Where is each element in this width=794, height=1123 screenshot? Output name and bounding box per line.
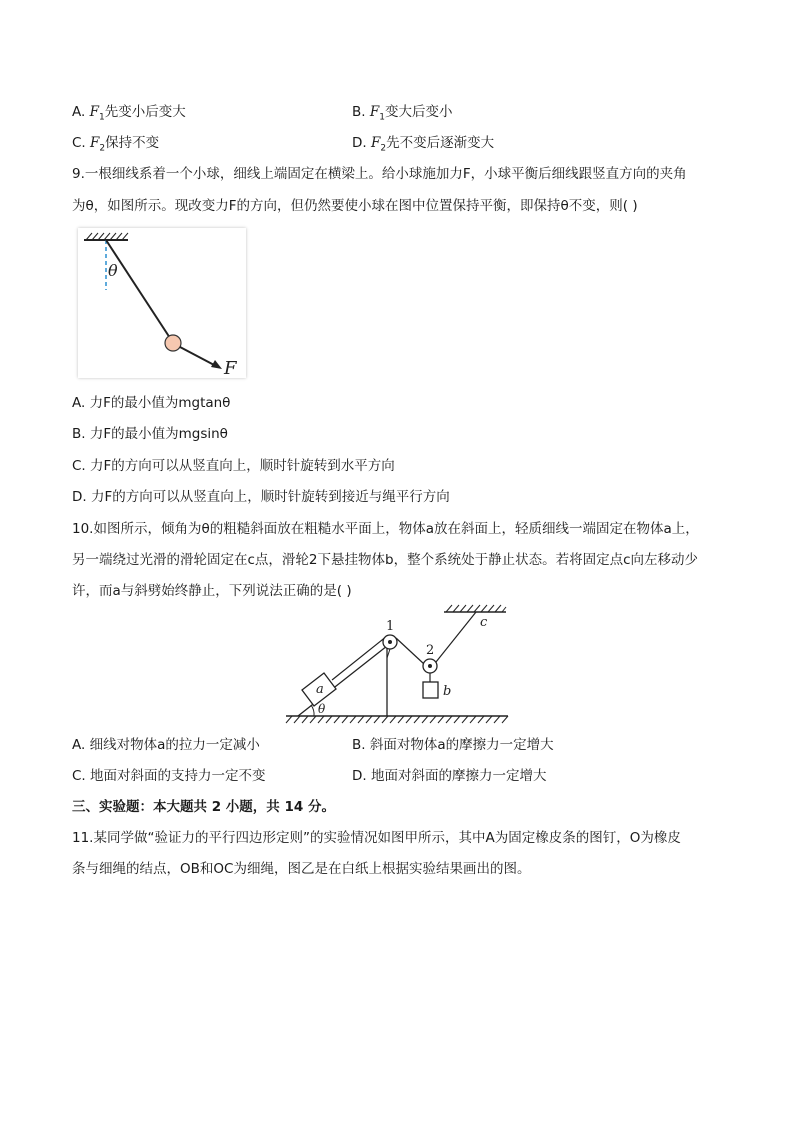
- string-pulley1-to-pulley2: [396, 638, 424, 664]
- q8-option-c: [72, 133, 159, 159]
- subscript: 2: [99, 143, 106, 154]
- force-arrow-head: [211, 360, 222, 369]
- angle-label: θ: [108, 261, 118, 280]
- block-b: [423, 682, 438, 698]
- string-a-to-pulley1: [332, 636, 387, 680]
- subscript: 2: [380, 143, 387, 154]
- force-symbol: F: [90, 135, 100, 151]
- force-arrow-shaft: [180, 347, 216, 366]
- q8-option-d: [352, 133, 494, 159]
- q10-stem-line2: 另一端绕过光滑的滑轮固定在c点，滑轮2下悬挂物体b，整个系统处于静止状态。若将固定点c向左移动少: [72, 552, 699, 568]
- q9-option-d: D. 力F的方向可以从竖直向上，顺时针旋转到接近与绳平行方向: [72, 489, 450, 505]
- option-label: B.: [352, 104, 366, 120]
- q8-option-a: [72, 102, 186, 128]
- beam-hatching: [86, 233, 128, 240]
- option-text: 保持不变: [105, 135, 160, 151]
- option-text: 先不变后逐渐变大: [386, 135, 495, 151]
- q9-stem-line1: 9.一根细线系着一个小球，细线上端固定在横梁上。给小球施加力F，小球平衡后细线跟竖直方向的夹角: [72, 166, 687, 182]
- force-symbol: F: [369, 104, 380, 120]
- string-pulley2-to-c: [436, 612, 476, 662]
- pulley-1-label: 1: [386, 619, 395, 634]
- option-label: C.: [72, 135, 86, 151]
- option-label: D.: [352, 135, 367, 151]
- force-symbol: F: [370, 135, 381, 151]
- pendulum-diagram: [78, 228, 246, 378]
- incline-pulley-diagram: [280, 600, 510, 725]
- force-label: F: [224, 358, 237, 378]
- ball: [165, 335, 181, 351]
- subscript: 1: [98, 112, 105, 123]
- q10-option-c: C. 地面对斜面的支持力一定不变: [72, 768, 266, 784]
- force-symbol: F: [89, 104, 99, 120]
- q11-stem-line2: 条与细绳的结点，OB和OC为细绳，图乙是在白纸上根据实验结果画出的图。: [72, 861, 531, 877]
- q10-stem-line1: 10.如图所示，倾角为θ的粗糙斜面放在粗糙水平面上，物体a放在斜面上，轻质细线一端固定在物体a上，: [72, 521, 699, 537]
- section-3-title: 三、实验题：本大题共 2 小题，共 14 分。: [72, 799, 335, 815]
- angle-label: θ: [318, 702, 326, 716]
- q10-stem-line3: 许，而a与斜劈始终静止，下列说法正确的是( ): [72, 583, 352, 599]
- q9-option-a: A. 力F的最小值为mgtanθ: [72, 395, 231, 411]
- subscript: 1: [379, 112, 385, 123]
- pulley-2-axle: [428, 664, 432, 668]
- q9-stem-line2: 为θ，如图所示。现改变力F的方向，但仍然要使小球在图中位置保持平衡，即保持θ不变，则( ): [72, 198, 638, 214]
- point-c-label: c: [480, 615, 488, 630]
- block-b-label: b: [443, 684, 452, 699]
- q10-option-d: D. 地面对斜面的摩擦力一定增大: [352, 768, 547, 784]
- q9-option-c: C. 力F的方向可以从竖直向上，顺时针旋转到水平方向: [72, 458, 395, 474]
- ground-hatching: [286, 716, 508, 723]
- pulley-2-label: 2: [426, 643, 435, 658]
- block-a-label: a: [316, 682, 324, 697]
- option-text: 变大后变小: [384, 104, 453, 120]
- q11-stem-line1: 11.某同学做“验证力的平行四边形定则”的实验情况如图甲所示，其中A为固定橡皮条的图钉，O为橡皮: [72, 830, 681, 846]
- string: [106, 240, 170, 338]
- ceiling-hatching: [446, 605, 506, 612]
- q9-figure: [78, 228, 246, 378]
- q10-option-b: B. 斜面对物体a的摩擦力一定增大: [352, 737, 554, 753]
- q8-option-b: [352, 102, 452, 128]
- q10-option-a: A. 细线对物体a的拉力一定减小: [72, 737, 260, 753]
- pulley-1-axle: [388, 640, 392, 644]
- angle-arc: [311, 705, 314, 716]
- q10-figure: [280, 600, 510, 725]
- option-text: 先变小后变大: [104, 104, 186, 120]
- q9-option-b: B. 力F的最小值为mgsinθ: [72, 426, 228, 442]
- option-label: A.: [72, 104, 86, 120]
